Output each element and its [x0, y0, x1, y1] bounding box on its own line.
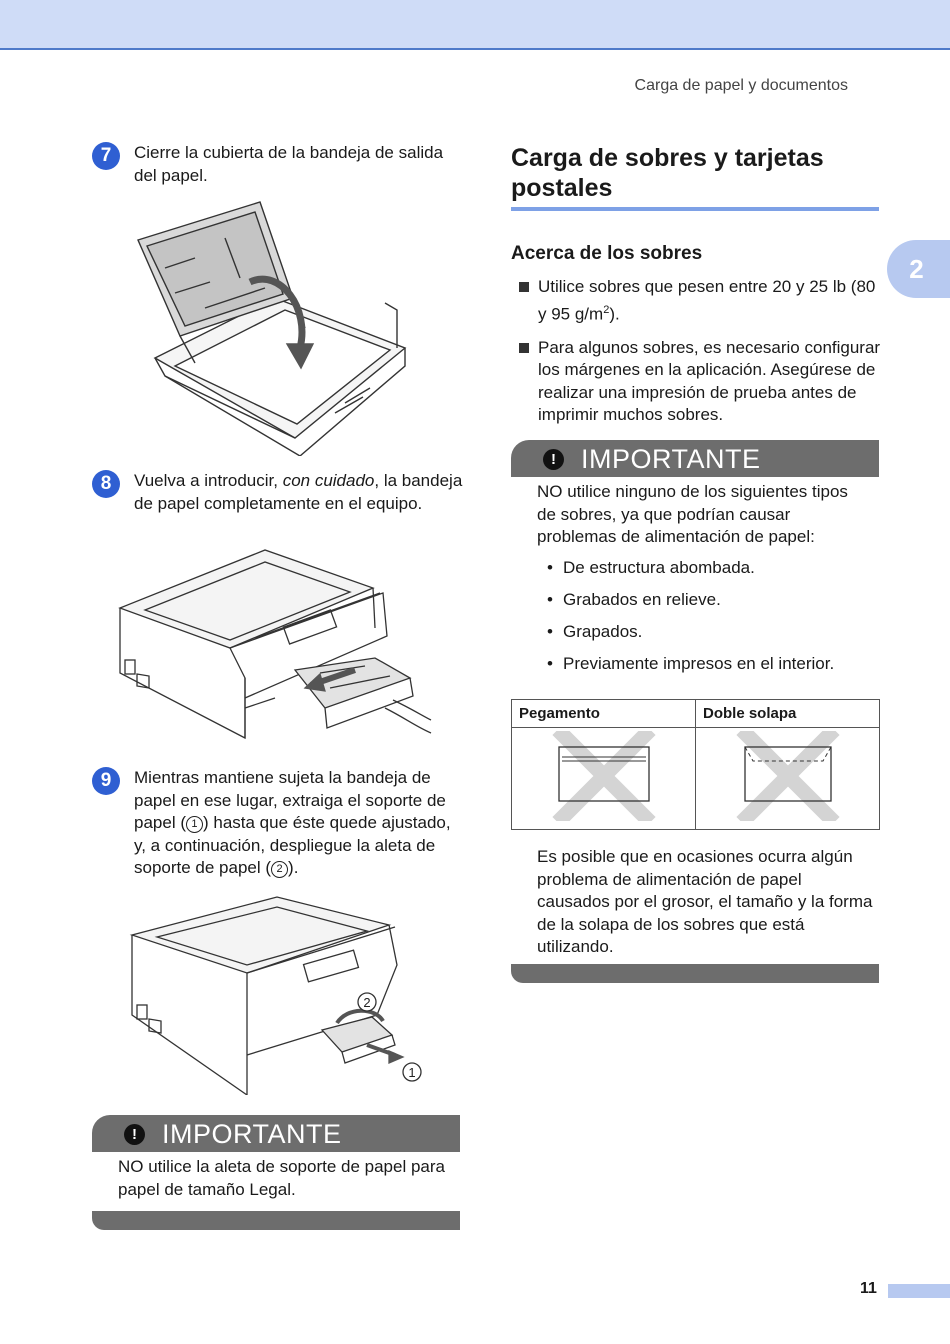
square-bullet-icon [519, 282, 529, 292]
page-number: 11 [860, 1280, 877, 1297]
table-header-glue: Pegamento [512, 700, 696, 728]
important-header [92, 1115, 460, 1152]
step-text: Vuelva a introducir, con cuidado, la bandeja de papel completamente en el equipo. [134, 471, 463, 513]
step-number-badge: 9 [92, 767, 120, 795]
important-title: IMPORTANTE [162, 1119, 342, 1149]
list-item: • Previamente impresos en el interior. [537, 653, 869, 676]
warning-icon: ! [543, 449, 564, 470]
illustration-callout-2: 2 [363, 995, 371, 1010]
callout-2: 2 [271, 861, 288, 878]
envelope-type-list [537, 557, 869, 676]
step-number-badge: 7 [92, 142, 120, 170]
callout-1: 1 [186, 816, 203, 833]
crossed-envelope-double-flap-icon [733, 731, 843, 821]
section-title: Carga de sobres y tarjetas postales [511, 144, 824, 202]
important-intro: NO utilice ninguno de los siguientes tipos de sobres, ya que podrían causar problemas de alimentación de papel: • De estructura abombada. • Grabados en relieve. • Grapados. • Previamente impresos en el interior. [511, 477, 879, 675]
step-text: Mientras mantiene sujeta la bandeja de papel en ese lugar, extraiga el soporte de papel ( 1 ) hasta que éste quede ajustado, y, a continuación, despliegue la aleta de soporte de papel ( 2 ). [134, 768, 451, 877]
list-item: • Grabados en relieve. [537, 589, 869, 612]
running-title: Carga de papel y documentos [634, 77, 848, 94]
list-item: Para algunos sobres, es necesario configurar los márgenes en la aplicación. Asegúrese de realizar una impresión de prueba antes de imprimir muchos sobres. [519, 337, 881, 427]
list-item: • De estructura abombada. [537, 557, 869, 580]
crossed-envelope-glue-icon [549, 731, 659, 821]
warning-icon: ! [124, 1124, 145, 1145]
envelope-note: Es posible que en ocasiones ocurra algún problema de alimentación de papel causados por el grosor, el tamaño y la forma de la solapa de los sobres que está utilizando. [537, 847, 873, 956]
important-text: NO utilice la aleta de soporte de papel para papel de tamaño Legal. [118, 1157, 445, 1199]
top-header-band [0, 0, 950, 50]
paper-tray-output-cover-illustration [135, 198, 417, 456]
important-title: IMPORTANTE [581, 444, 761, 474]
important-header [511, 440, 879, 477]
important-footer-bar [92, 1211, 460, 1230]
chapter-tab: 2 [887, 240, 950, 298]
page-number-band [888, 1284, 950, 1298]
printer-paper-support-illustration [127, 895, 425, 1095]
envelope-glue-cell [512, 728, 696, 830]
square-bullet-icon [519, 343, 529, 353]
list-item: • Grapados. [537, 621, 869, 644]
important-footer-bar [511, 964, 879, 983]
subsection-title: Acerca de los sobres [511, 243, 703, 264]
list-item: Utilice sobres que pesen entre 20 y 25 lb (80 y 95 $g/m^2$). [519, 276, 881, 326]
table-header-double-flap: Doble solapa [696, 700, 880, 728]
important-box-left [92, 1115, 460, 1201]
envelope-table [511, 699, 880, 830]
illustration-callout-1: 1 [408, 1065, 416, 1080]
step-text: Cierre la cubierta de la bandeja de salida del papel. [134, 143, 444, 185]
printer-tray-insert-illustration [115, 548, 433, 746]
envelope-double-flap-cell [696, 728, 880, 830]
section-title-rule [511, 207, 879, 211]
important-box-right [511, 440, 879, 685]
step-number-badge: 8 [92, 470, 120, 498]
bullet-list [519, 276, 881, 438]
